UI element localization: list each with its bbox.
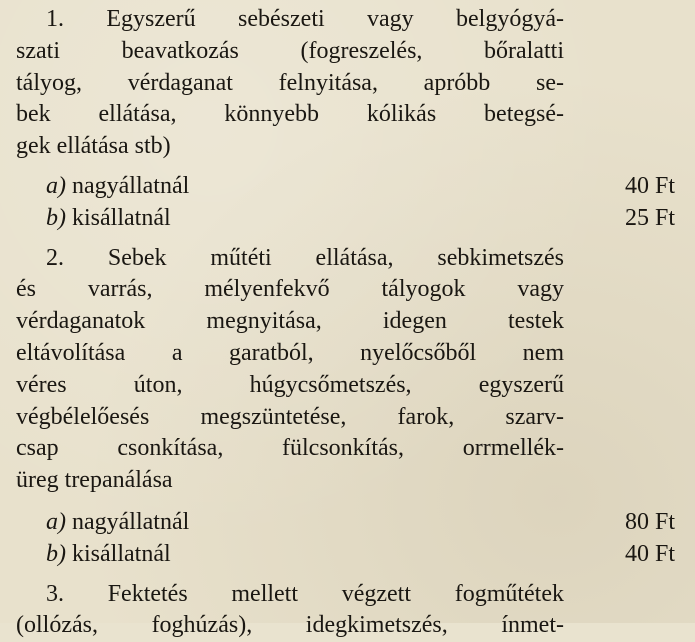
sub-price: 80 Ft xyxy=(624,508,675,535)
sub-letter: b) xyxy=(46,204,72,231)
item-2-line-7: csap csonkítása, fülcsonkítás, orrmellék- xyxy=(16,435,564,462)
sub-text: kisállatnál xyxy=(72,540,171,567)
sub-letter: a) xyxy=(46,508,72,535)
item-1-sub-b xyxy=(16,203,675,235)
item-2-sub-a xyxy=(16,507,675,539)
sub-letter: b) xyxy=(46,540,72,567)
item-2-line-4: eltávolítása a garatból, nyelőcsőből nem xyxy=(16,339,564,366)
item-3-paragraph xyxy=(16,579,564,642)
item-1-paragraph xyxy=(16,4,564,163)
sub-letter: a) xyxy=(46,172,72,199)
item-2-line-8: üreg trepanálása xyxy=(16,467,173,494)
sub-price: 40 Ft xyxy=(624,540,675,567)
sub-price: 40 Ft xyxy=(624,172,675,199)
sub-text: kisállatnál xyxy=(72,204,171,231)
item-1-sub-a xyxy=(16,171,675,203)
item-2-line-6: végbélelőesés megszüntetése, farok, szarv- xyxy=(16,403,564,430)
item-2-line-2: és varrás, mélyenfekvő tályogok vagy xyxy=(16,276,564,303)
text-column xyxy=(16,4,675,642)
item-1-line-4: bek ellátása, könnyebb kólikás betegsé- xyxy=(16,101,564,128)
item-2-line-3: vérdaganatok megnyitása, idegen testek xyxy=(16,308,564,335)
sub-price: 25 Ft xyxy=(624,204,675,231)
item-1-line-1: 1. Egyszerű sebészeti vagy belgyógyá- xyxy=(46,6,564,32)
item-2-line-1: 2. Sebek műtéti ellátása, sebkimetszés xyxy=(46,244,564,271)
item-2-line-5: véres úton, húgycsőmetszés, egyszerű xyxy=(16,371,564,398)
item-1-line-5: gek ellátása stb) xyxy=(16,133,171,160)
item-2-sub-b xyxy=(16,539,675,571)
item-3-line-2: (ollózás, foghúzás), idegkimetszés, ínmet- xyxy=(16,612,564,639)
item-1-line-3: tályog, vérdaganat felnyitása, apróbb se- xyxy=(16,69,564,96)
item-1-line-2: szati beavatkozás (fogreszelés, bőralatti xyxy=(16,37,564,64)
sub-text: nagyállatnál xyxy=(72,172,190,199)
item-2-paragraph xyxy=(16,243,564,497)
sub-text: nagyállatnál xyxy=(72,508,190,535)
item-3-line-1: 3. Fektetés mellett végzett fogműtétek xyxy=(46,580,564,607)
